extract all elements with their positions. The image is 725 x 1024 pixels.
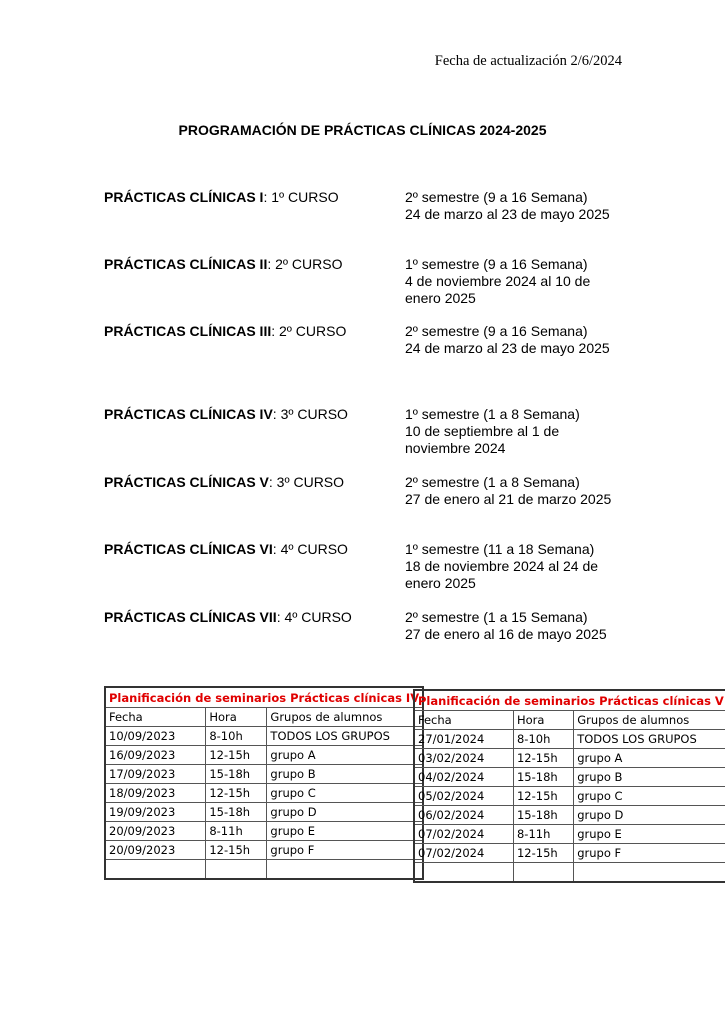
course-semester: 2º semestre (9 a 16 Semana) [405,323,588,339]
course-schedule [405,406,621,457]
column-header: Hora [513,711,573,730]
table-cell: 17/09/2023 [105,765,206,784]
table-cell: 07/02/2024 [414,844,513,863]
table-cell: 27/01/2024 [414,730,513,749]
table-cell: 12-15h [206,841,267,860]
table-cell: TODOS LOS GRUPOS [267,727,423,746]
course-year: : 1º CURSO [263,189,339,205]
table-row [105,727,423,746]
course-name [104,406,348,423]
course-name [104,189,339,206]
course-schedule [405,323,621,357]
table-row [414,749,725,768]
table-cell: 18/09/2023 [105,784,206,803]
course-dates: 24 de marzo al 23 de mayo 2025 [405,340,610,356]
table-header-row [414,711,725,730]
table-cell: 8-10h [206,727,267,746]
course-semester: 2º semestre (9 a 16 Semana) [405,189,588,205]
table-cell: 12-15h [206,784,267,803]
seminar-table-iv [104,686,424,880]
course-title: PRÁCTICAS CLÍNICAS I [104,189,264,205]
table-cell: 03/02/2024 [414,749,513,768]
course-year: : 4º CURSO [276,609,352,625]
table-cell: 06/02/2024 [414,806,513,825]
table-cell: 15-18h [513,806,573,825]
table-cell: 8-10h [513,730,573,749]
table-cell: 12-15h [206,746,267,765]
course-name [104,323,346,340]
table-cell [414,863,513,883]
table-cell: 07/02/2024 [414,825,513,844]
table-cell: grupo A [574,749,725,768]
course-dates: 24 de marzo al 23 de mayo 2025 [405,206,610,222]
table-row [105,860,423,880]
course-dates: 27 de enero al 16 de mayo 2025 [405,626,607,642]
course-dates: 18 de noviembre 2024 al 24 de enero 2025 [405,558,599,591]
table-cell: 20/09/2023 [105,822,206,841]
table-title-row [414,690,725,711]
table-cell: grupo E [574,825,725,844]
course-year: : 3º CURSO [272,406,348,422]
course-semester: 1º semestre (9 a 16 Semana) [405,256,588,272]
course-schedule [405,189,621,223]
course-title: PRÁCTICAS CLÍNICAS II [104,256,268,272]
course-title: PRÁCTICAS CLÍNICAS IV [104,406,273,422]
table-cell: 15-18h [206,765,267,784]
table-cell: 15-18h [206,803,267,822]
table-row [105,822,423,841]
column-header: Hora [206,708,267,727]
table-row [414,730,725,749]
course-schedule [405,541,621,592]
column-header: Fecha [105,708,206,727]
table-cell: 20/09/2023 [105,841,206,860]
course-title: PRÁCTICAS CLÍNICAS VII [104,609,277,625]
table-cell: 12-15h [513,749,573,768]
table-cell: 8-11h [513,825,573,844]
table-cell [267,860,423,880]
table-cell: grupo B [267,765,423,784]
table-cell: grupo F [574,844,725,863]
course-title: PRÁCTICAS CLÍNICAS VI [104,541,273,557]
course-year: : 2º CURSO [267,256,343,272]
table-row [105,784,423,803]
table-cell: grupo A [267,746,423,765]
course-title: PRÁCTICAS CLÍNICAS III [104,323,272,339]
table-cell: 8-11h [206,822,267,841]
table-cell: grupo F [267,841,423,860]
table-cell [574,863,725,883]
course-name [104,256,342,273]
table-row [105,803,423,822]
table-cell: grupo C [574,787,725,806]
course-name [104,474,344,491]
table-cell: grupo D [574,806,725,825]
table-row [414,863,725,883]
table-row [414,844,725,863]
table-cell: 16/09/2023 [105,746,206,765]
table-row [414,806,725,825]
table-row [414,825,725,844]
course-dates: 10 de septiembre al 1 de noviembre 2024 [405,423,560,456]
table-cell: TODOS LOS GRUPOS [574,730,725,749]
table-cell [105,860,206,880]
table-row [414,768,725,787]
table-title-row [105,687,423,708]
table-cell: 10/09/2023 [105,727,206,746]
course-schedule [405,474,621,508]
table-cell: grupo C [267,784,423,803]
table-cell: grupo D [267,803,423,822]
table-title: Planificación de seminarios Prácticas clínicas V [414,690,725,711]
column-header: Grupos de alumnos [574,711,725,730]
course-name [104,609,352,626]
course-schedule [405,609,621,643]
table-row [414,787,725,806]
course-schedule [405,256,621,307]
course-dates: 4 de noviembre 2024 al 10 de enero 2025 [405,273,591,306]
table-cell: 12-15h [513,844,573,863]
table-cell: 05/02/2024 [414,787,513,806]
table-cell: grupo B [574,768,725,787]
course-dates: 27 de enero al 21 de marzo 2025 [405,491,612,507]
table-cell: grupo E [267,822,423,841]
course-year: : 2º CURSO [271,323,347,339]
table-title: Planificación de seminarios Prácticas clínicas IV [105,687,423,708]
column-header: Fecha [414,711,513,730]
seminar-table-v [413,689,725,883]
table-row [105,746,423,765]
page-title: PROGRAMACIÓN DE PRÁCTICAS CLÍNICAS 2024-2025 [178,122,547,138]
table-cell [206,860,267,880]
table-cell: 15-18h [513,768,573,787]
table-row [105,841,423,860]
table-cell [513,863,573,883]
column-header: Grupos de alumnos [267,708,423,727]
table-cell: 19/09/2023 [105,803,206,822]
table-header-row [105,708,423,727]
update-date: Fecha de actualización 2/6/2024 [434,53,622,69]
course-name [104,541,348,558]
table-cell: 04/02/2024 [414,768,513,787]
table-cell: 12-15h [513,787,573,806]
course-semester: 2º semestre (1 a 8 Semana) [405,474,580,490]
course-semester: 1º semestre (1 a 8 Semana) [405,406,580,422]
course-year: : 4º CURSO [272,541,348,557]
course-semester: 1º semestre (11 a 18 Semana) [405,541,595,557]
course-semester: 2º semestre (1 a 15 Semana) [405,609,588,625]
course-year: : 3º CURSO [268,474,345,490]
table-row [105,765,423,784]
course-title: PRÁCTICAS CLÍNICAS V [104,474,269,490]
